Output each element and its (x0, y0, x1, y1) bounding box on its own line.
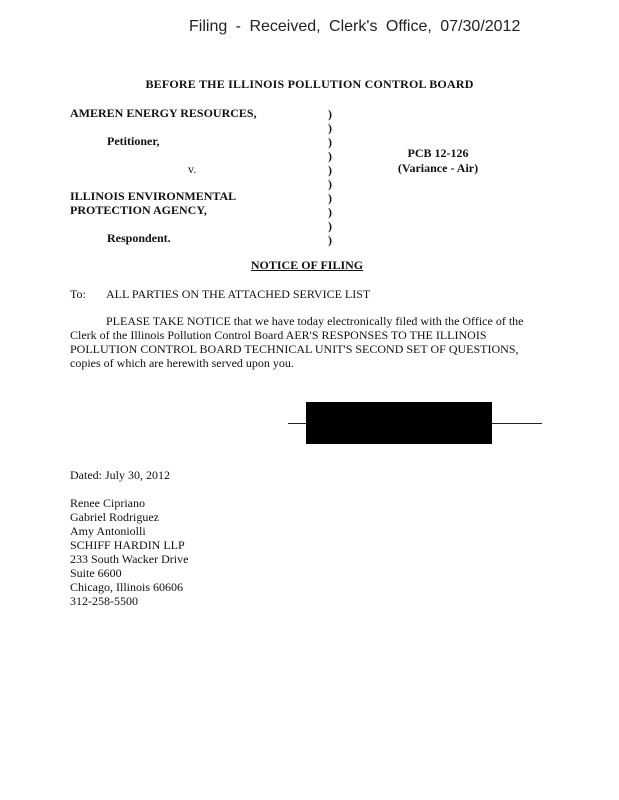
attorney-line: SCHIFF HARDIN LLP (70, 538, 185, 552)
attorney-line: 233 South Wacker Drive (70, 552, 189, 566)
caption-paren: ) (328, 233, 332, 247)
dated-line: Dated: July 30, 2012 (70, 468, 170, 482)
respondent-name-line1: ILLINOIS ENVIRONMENTAL (70, 189, 237, 203)
case-type: (Variance - Air) (397, 161, 479, 175)
notice-body-line: POLLUTION CONTROL BOARD TECHNICAL UNIT'S SECOND SET OF QUESTIONS, (70, 342, 519, 356)
notice-title: NOTICE OF FILING (250, 258, 364, 272)
attorney-line: 312-258-5500 (70, 594, 138, 608)
attorney-line: Amy Antoniolli (70, 524, 146, 538)
caption-paren: ) (328, 149, 332, 163)
board-title: BEFORE THE ILLINOIS POLLUTION CONTROL BOARD (145, 77, 474, 91)
attorney-block (70, 496, 188, 608)
versus-label: v. (188, 162, 197, 176)
to-label: To: (70, 287, 86, 301)
filing-stamp: Filing - Received, Clerk's Office, 07/30/2012 (189, 18, 521, 35)
notice-body-line: Clerk of the Illinois Pollution Control Board AER'S RESPONSES TO THE ILLINOIS (70, 328, 487, 342)
caption-paren: ) (328, 219, 332, 233)
caption-paren: ) (328, 205, 332, 219)
attorney-line: Chicago, Illinois 60606 (70, 580, 183, 594)
attorney-line: Renee Cipriano (70, 496, 145, 510)
respondent-role: Respondent. (107, 231, 171, 245)
attorney-line: Suite 6600 (70, 566, 122, 580)
respondent-name-line2: PROTECTION AGENCY, (70, 203, 207, 217)
caption-paren: ) (328, 163, 332, 177)
notice-body-line: copies of which are herewith served upon you. (70, 356, 294, 370)
caption-paren: ) (328, 191, 332, 205)
notice-body (70, 314, 540, 370)
attorney-line: Gabriel Rodriguez (70, 510, 159, 524)
case-number-block (378, 146, 498, 176)
caption-paren: ) (328, 107, 332, 121)
redacted-signature (306, 402, 492, 444)
caption-paren: ) (328, 135, 332, 149)
petitioner-name: AMEREN ENERGY RESOURCES, (70, 106, 257, 120)
to-recipients: ALL PARTIES ON THE ATTACHED SERVICE LIST (106, 287, 371, 301)
caption-paren: ) (328, 177, 332, 191)
caption-paren: ) (328, 121, 332, 135)
notice-body-line: PLEASE TAKE NOTICE that we have today electronically filed with the Office of the (106, 314, 524, 328)
caption-paren-column (328, 107, 338, 247)
case-number: PCB 12-126 (407, 146, 469, 160)
petitioner-role: Petitioner, (107, 134, 160, 148)
